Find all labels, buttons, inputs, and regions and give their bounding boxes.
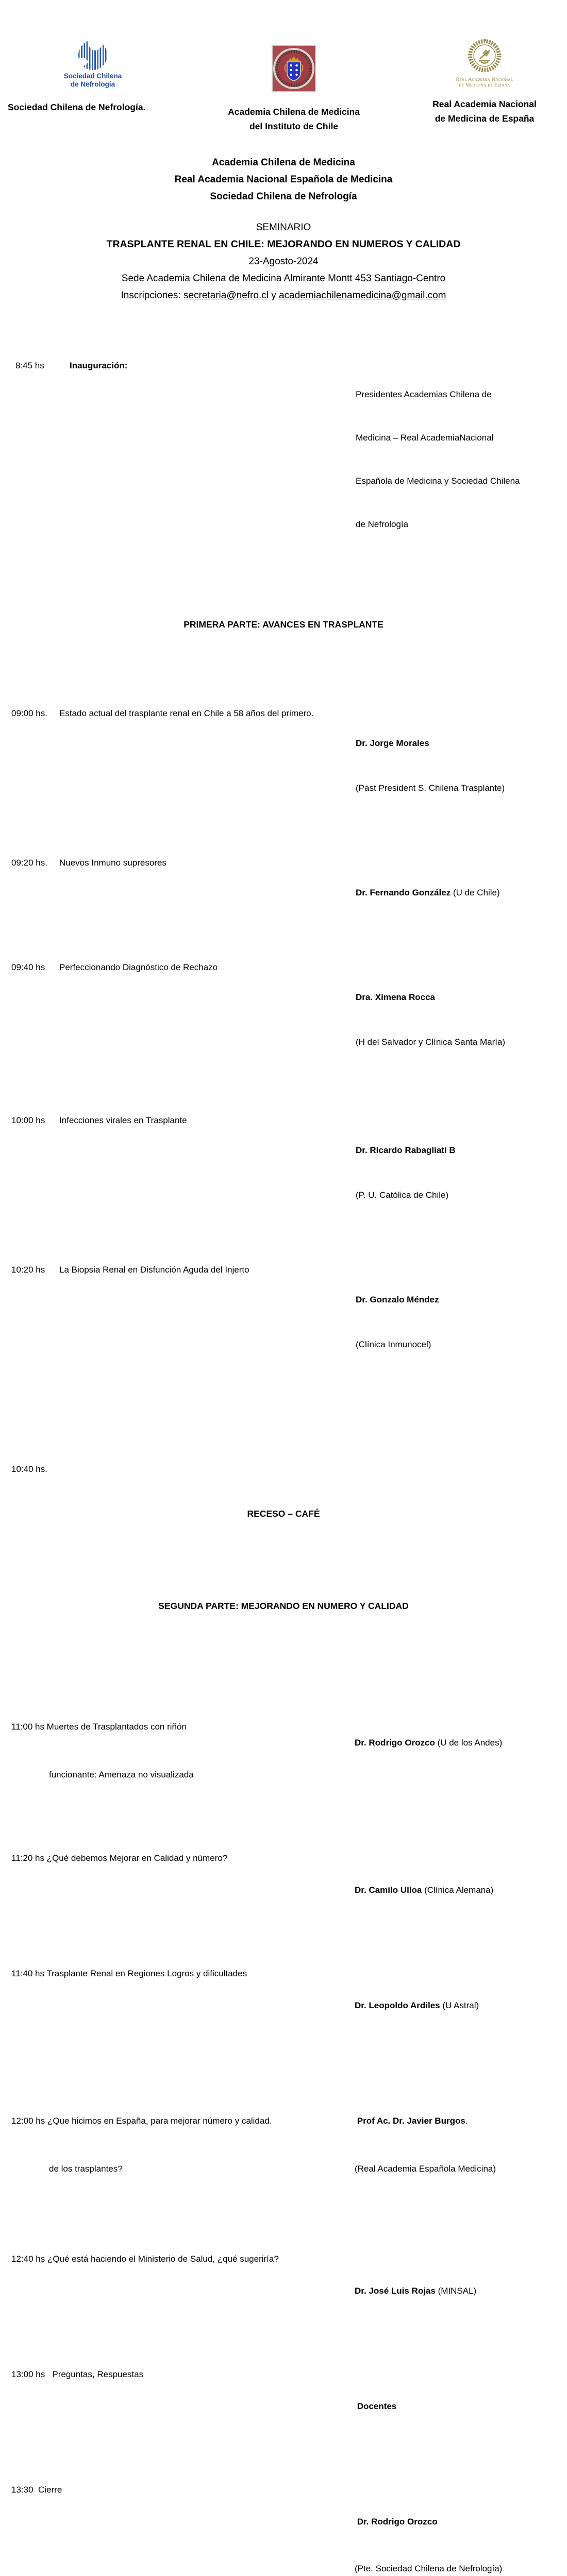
part1-rows [11,676,556,1412]
inauguracion-speaker-line1: Presidentes Academias Chilena de [356,389,492,399]
seminar-venue: Sede Academia Chilena de Medicina Almirante Montt 453 Santiago-Centro [121,273,446,284]
speaker-name: Dr. Camilo Ulloa [355,1885,422,1895]
topic-line2: funcionante: Amenaza no visualizada [49,1770,194,1780]
title-line-3: Sociedad Chilena de Nefrología [210,191,357,202]
program-row-inauguracion [11,359,556,561]
org-nefrologia [0,36,186,133]
speaker-affiliation: (U Astral) [440,2001,479,2010]
table-row [11,1687,556,1815]
row-speaker [355,2366,556,2446]
academia-chile-seal-icon [272,45,316,92]
row-speaker [355,2081,556,2209]
table-row [11,1850,556,1930]
org-caption-ranm [402,97,567,126]
nefrologia-logo-caption-line1: Sociedad Chilena [63,72,122,80]
speaker-name: Dr. Rodrigo Orozco [355,2517,438,2527]
ranm-logo-caption-line2: de Medicina de España [459,83,510,88]
row-speaker [356,855,557,930]
inauguracion-speaker-line2: Medicina – Real AcademiaNacional [356,433,494,443]
inauguracion-title: Inauguración: [70,361,128,370]
receso-time: 10:40 hs. [11,1464,47,1474]
seminar-date: 23-Agosto-2024 [248,256,319,267]
speaker-name: Docentes [355,2401,397,2411]
row-time: 09:40 hs [11,962,45,972]
row-speaker [355,1965,556,2045]
org-ranm [402,36,567,133]
table-row [11,2081,556,2209]
row-speaker [356,1262,557,1382]
row-time: 09:20 hs. [11,858,47,868]
receso-label: RECESO – CAFÉ [247,1509,320,1519]
org-caption-academia-chile-line1: Academia Chilena de Medicina [228,107,360,117]
inauguracion-speaker-line3: Española de Medicina y Sociedad Chilena [356,476,520,486]
inscriptions-connector: y [268,290,279,301]
row-speaker [355,1850,556,1930]
speaker-name: Dr. Jorge Morales [356,738,429,748]
speaker-affiliation-line2: (Past President S. Chilena Trasplante) [356,783,505,793]
table-row [11,960,556,1079]
table-row [11,2366,556,2446]
org-header [0,0,567,133]
speaker-affiliation-line2: (Clínica Inmunocel) [356,1340,431,1349]
speaker-name: Dr. Ricardo Rabagliati B [356,1145,456,1155]
speaker-name: Dr. Fernando González [356,888,451,897]
inauguracion-time: 8:45 hs [15,361,44,370]
row-topic: 13:00 hs Preguntas, Respuestas [11,2369,144,2379]
org-caption-nefrologia: Sociedad Chilena de Nefrología. [8,102,146,112]
speaker-name: Dr. Leopoldo Ardiles [355,2001,440,2010]
speaker-affiliation-line2: (Real Academia Española Medicina) [355,2164,496,2174]
speaker-name: Prof Ac. Dr. Javier Burgos [355,2116,465,2126]
email-link-nefro[interactable]: secretaria@nefro.cl [183,290,269,301]
table-row [11,2251,556,2331]
row-topic: 11:40 hs Trasplante Renal en Regiones Logros y dificultades [11,1969,247,1978]
org-caption-academia-chile [186,105,402,133]
speaker-affiliation-line2: (Pte. Sociedad Chilena de Nefrología) [355,2564,503,2573]
topic-line1: 11:00 hs Muertes de Trasplantados con riñón [11,1722,187,1732]
org-caption-ranm-line1: Real Academia Nacional [432,99,537,109]
speaker-name: Dr. Gonzalo Méndez [356,1295,439,1304]
row-time: 09:00 hs. [11,708,47,718]
table-row [11,1965,556,2045]
seminar-block [0,219,567,304]
nefrologia-sphere-icon [78,40,107,70]
part1-header: PRIMERA PARTE: AVANCES EN TRASPLANTE [184,619,383,630]
speaker-name: Dr. José Luis Rojas [355,2286,436,2296]
org-academia-chile [186,36,402,133]
inauguracion-speaker-line4: de Nefrología [356,519,409,529]
row-time: 10:20 hs [11,1265,45,1275]
program [0,304,567,2576]
speaker-affiliation-line2: (H del Salvador y Clínica Santa María) [356,1037,506,1047]
speaker-name: Dra. Ximena Rocca [356,992,436,1002]
row-topic [11,2081,355,2209]
table-row [11,706,556,825]
org-caption-ranm-line2: de Medicina de España [435,113,535,124]
row-topic: Infecciones virales en Trasplante [59,1115,187,1125]
row-speaker [356,706,557,825]
row-topic: La Biopsia Renal en Disfunción Aguda del Injerto [59,1265,249,1275]
speaker-affiliation: (U de Chile) [451,888,500,897]
speaker-affiliation: (U de los Andes) [435,1738,503,1748]
seminar-title: TRASPLANTE RENAL EN CHILE: MEJORANDO EN NUMEROS Y CALIDAD [106,239,461,250]
receso-row [11,1462,556,1551]
topic-line2: de los trasplantes? [49,2164,123,2174]
row-topic: 13:30 Cierre [11,2485,62,2495]
topic-line1: 12:00 hs ¿Que hicimos en España, para mejorar número y calidad. [11,2116,272,2126]
part2-rows [11,1655,556,2576]
academia-chile-logo-area [186,45,402,105]
row-speaker [356,960,557,1079]
title-line-2: Real Academia Nacional Española de Medicina [174,174,393,185]
ranm-logo-caption [456,77,513,89]
speaker-rest: . [465,2116,468,2126]
table-row [11,1262,556,1382]
title-line-1: Academia Chilena de Medicina [212,157,355,168]
row-topic: Nuevos Inmuno supresores [59,858,166,868]
row-speaker [355,2482,556,2576]
table-row [11,1113,556,1232]
seminar-inscriptions [0,287,567,304]
table-row [11,2482,556,2576]
row-topic: 12:40 hs ¿Qué está haciendo el Ministerio de Salud, ¿qué sugeriría? [11,2254,279,2264]
seminar-kicker: SEMINARIO [256,222,311,233]
speaker-affiliation-line2: (P. U. Católica de Chile) [356,1190,449,1200]
speaker-name: Dr. Rodrigo Orozco [355,1738,435,1748]
row-topic: 11:20 hs ¿Qué debemos Mejorar en Calidad y número? [11,1853,228,1863]
ranm-logo-area [402,37,567,97]
inauguracion-speakers [356,359,557,561]
row-topic [11,1687,355,1815]
speaker-affiliation: (Clínica Alemana) [422,1885,494,1895]
row-topic: Estado actual del trasplante renal en Chile a 58 años del primero. [59,708,314,718]
row-speaker [355,1703,556,1815]
row-speaker [356,1113,557,1232]
table-row [11,855,556,930]
ranm-emblem-icon [461,37,508,76]
org-caption-academia-chile-line2: del Instituto de Chile [249,121,339,131]
inscriptions-label: Inscripciones: [121,290,184,301]
nefrologia-logo-area [0,40,186,100]
email-link-academia[interactable]: academiachilenamedicina@gmail.com [279,290,446,301]
speaker-affiliation: (MINSAL) [435,2286,477,2296]
row-time: 10:00 hs [11,1115,45,1125]
title-block [0,154,567,205]
row-topic: Perfeccionando Diagnóstico de Rechazo [59,962,218,972]
nefrologia-logo-caption-line2: de Nefrología [70,80,115,88]
part2-header: SEGUNDA PARTE: MEJORANDO EN NUMERO Y CALIDAD [158,1601,409,1611]
row-speaker [355,2251,556,2331]
nefrologia-logo-caption [64,72,122,89]
ranm-logo-caption-line1: Real Academia Nacional [456,77,513,82]
